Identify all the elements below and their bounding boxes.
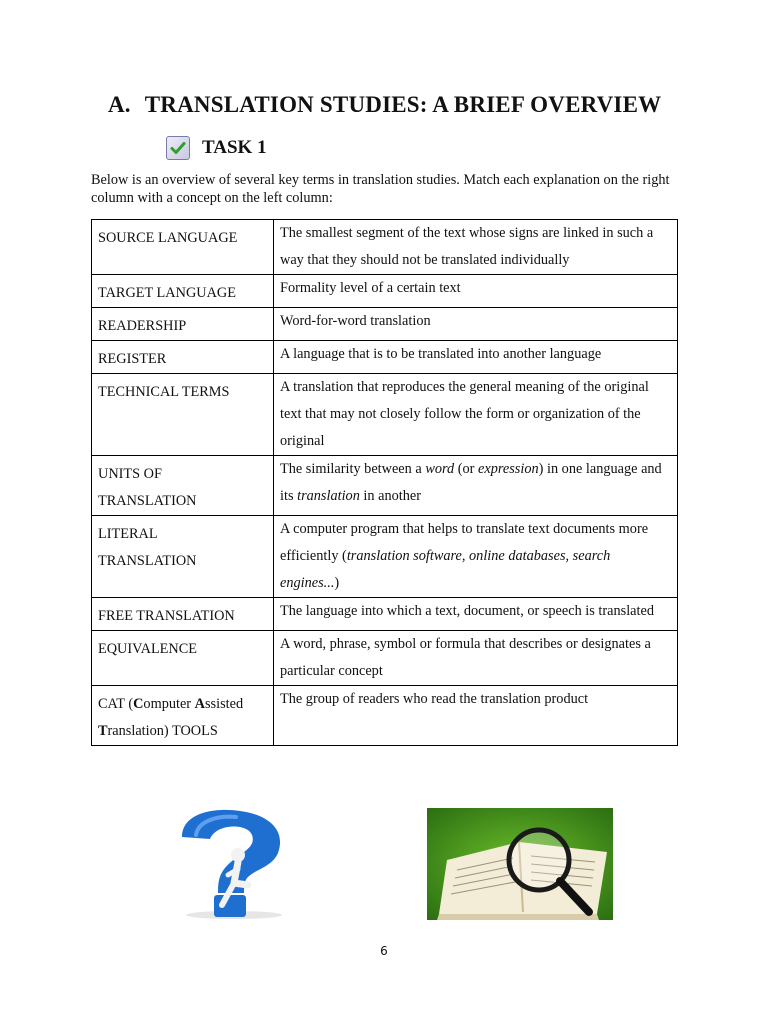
concept-cell: EQUIVALENCE (92, 631, 274, 686)
question-mark-illustration (152, 809, 312, 920)
explanation-cell: A translation that reproduces the general meaning of the original text that may not closely follow the form or organization of the original (274, 374, 678, 456)
explanation-cell: The language into which a text, document, or speech is translated (274, 598, 678, 631)
magnifier-book-photo (427, 808, 613, 920)
concept-cell: READERSHIP (92, 308, 274, 341)
explanation-cell: The similarity between a word (or expression) in one language and its translation in another (274, 456, 678, 516)
explanation-cell: Word-for-word translation (274, 308, 678, 341)
concept-cell: TECHNICAL TERMS (92, 374, 274, 456)
checkmark-icon (166, 136, 190, 160)
table-row (92, 341, 678, 374)
table-row (92, 275, 678, 308)
section-title: TRANSLATION STUDIES: A BRIEF OVERVIEW (144, 92, 662, 117)
task-header (166, 135, 267, 161)
table-row (92, 220, 678, 275)
explanation-cell: The group of readers who read the translation product (274, 686, 678, 746)
explanation-cell: A word, phrase, symbol or formula that describes or designates a particular concept (274, 631, 678, 686)
table-row (92, 374, 678, 456)
explanation-cell: Formality level of a certain text (274, 275, 678, 308)
section-letter: A. (108, 92, 131, 117)
concept-cell: CAT (Computer Assisted Translation) TOOLS (92, 686, 274, 746)
concept-cell: UNITS OF TRANSLATION (92, 456, 274, 516)
task-instructions: Below is an overview of several key terms in translation studies. Match each explanation on the right column with a concept on the left column: (91, 172, 670, 206)
section-heading (108, 92, 661, 118)
explanation-cell: The smallest segment of the text whose signs are linked in such a way that they should not be translated individually (274, 220, 678, 275)
terms-table (91, 219, 678, 746)
table-row (92, 516, 678, 598)
page-number: 6 (380, 944, 388, 958)
concept-cell: FREE TRANSLATION (92, 598, 274, 631)
table-row (92, 686, 678, 746)
table-row (92, 598, 678, 631)
concept-cell: LITERAL TRANSLATION (92, 516, 274, 598)
table-row (92, 308, 678, 341)
explanation-cell: A language that is to be translated into another language (274, 341, 678, 374)
concept-cell: SOURCE LANGUAGE (92, 220, 274, 275)
concept-cell: TARGET LANGUAGE (92, 275, 274, 308)
task-label: TASK 1 (202, 137, 267, 158)
explanation-cell: A computer program that helps to translate text documents more efficiently (translation software, online databases, search engines...) (274, 516, 678, 598)
table-row (92, 631, 678, 686)
concept-cell: REGISTER (92, 341, 274, 374)
table-row (92, 456, 678, 516)
